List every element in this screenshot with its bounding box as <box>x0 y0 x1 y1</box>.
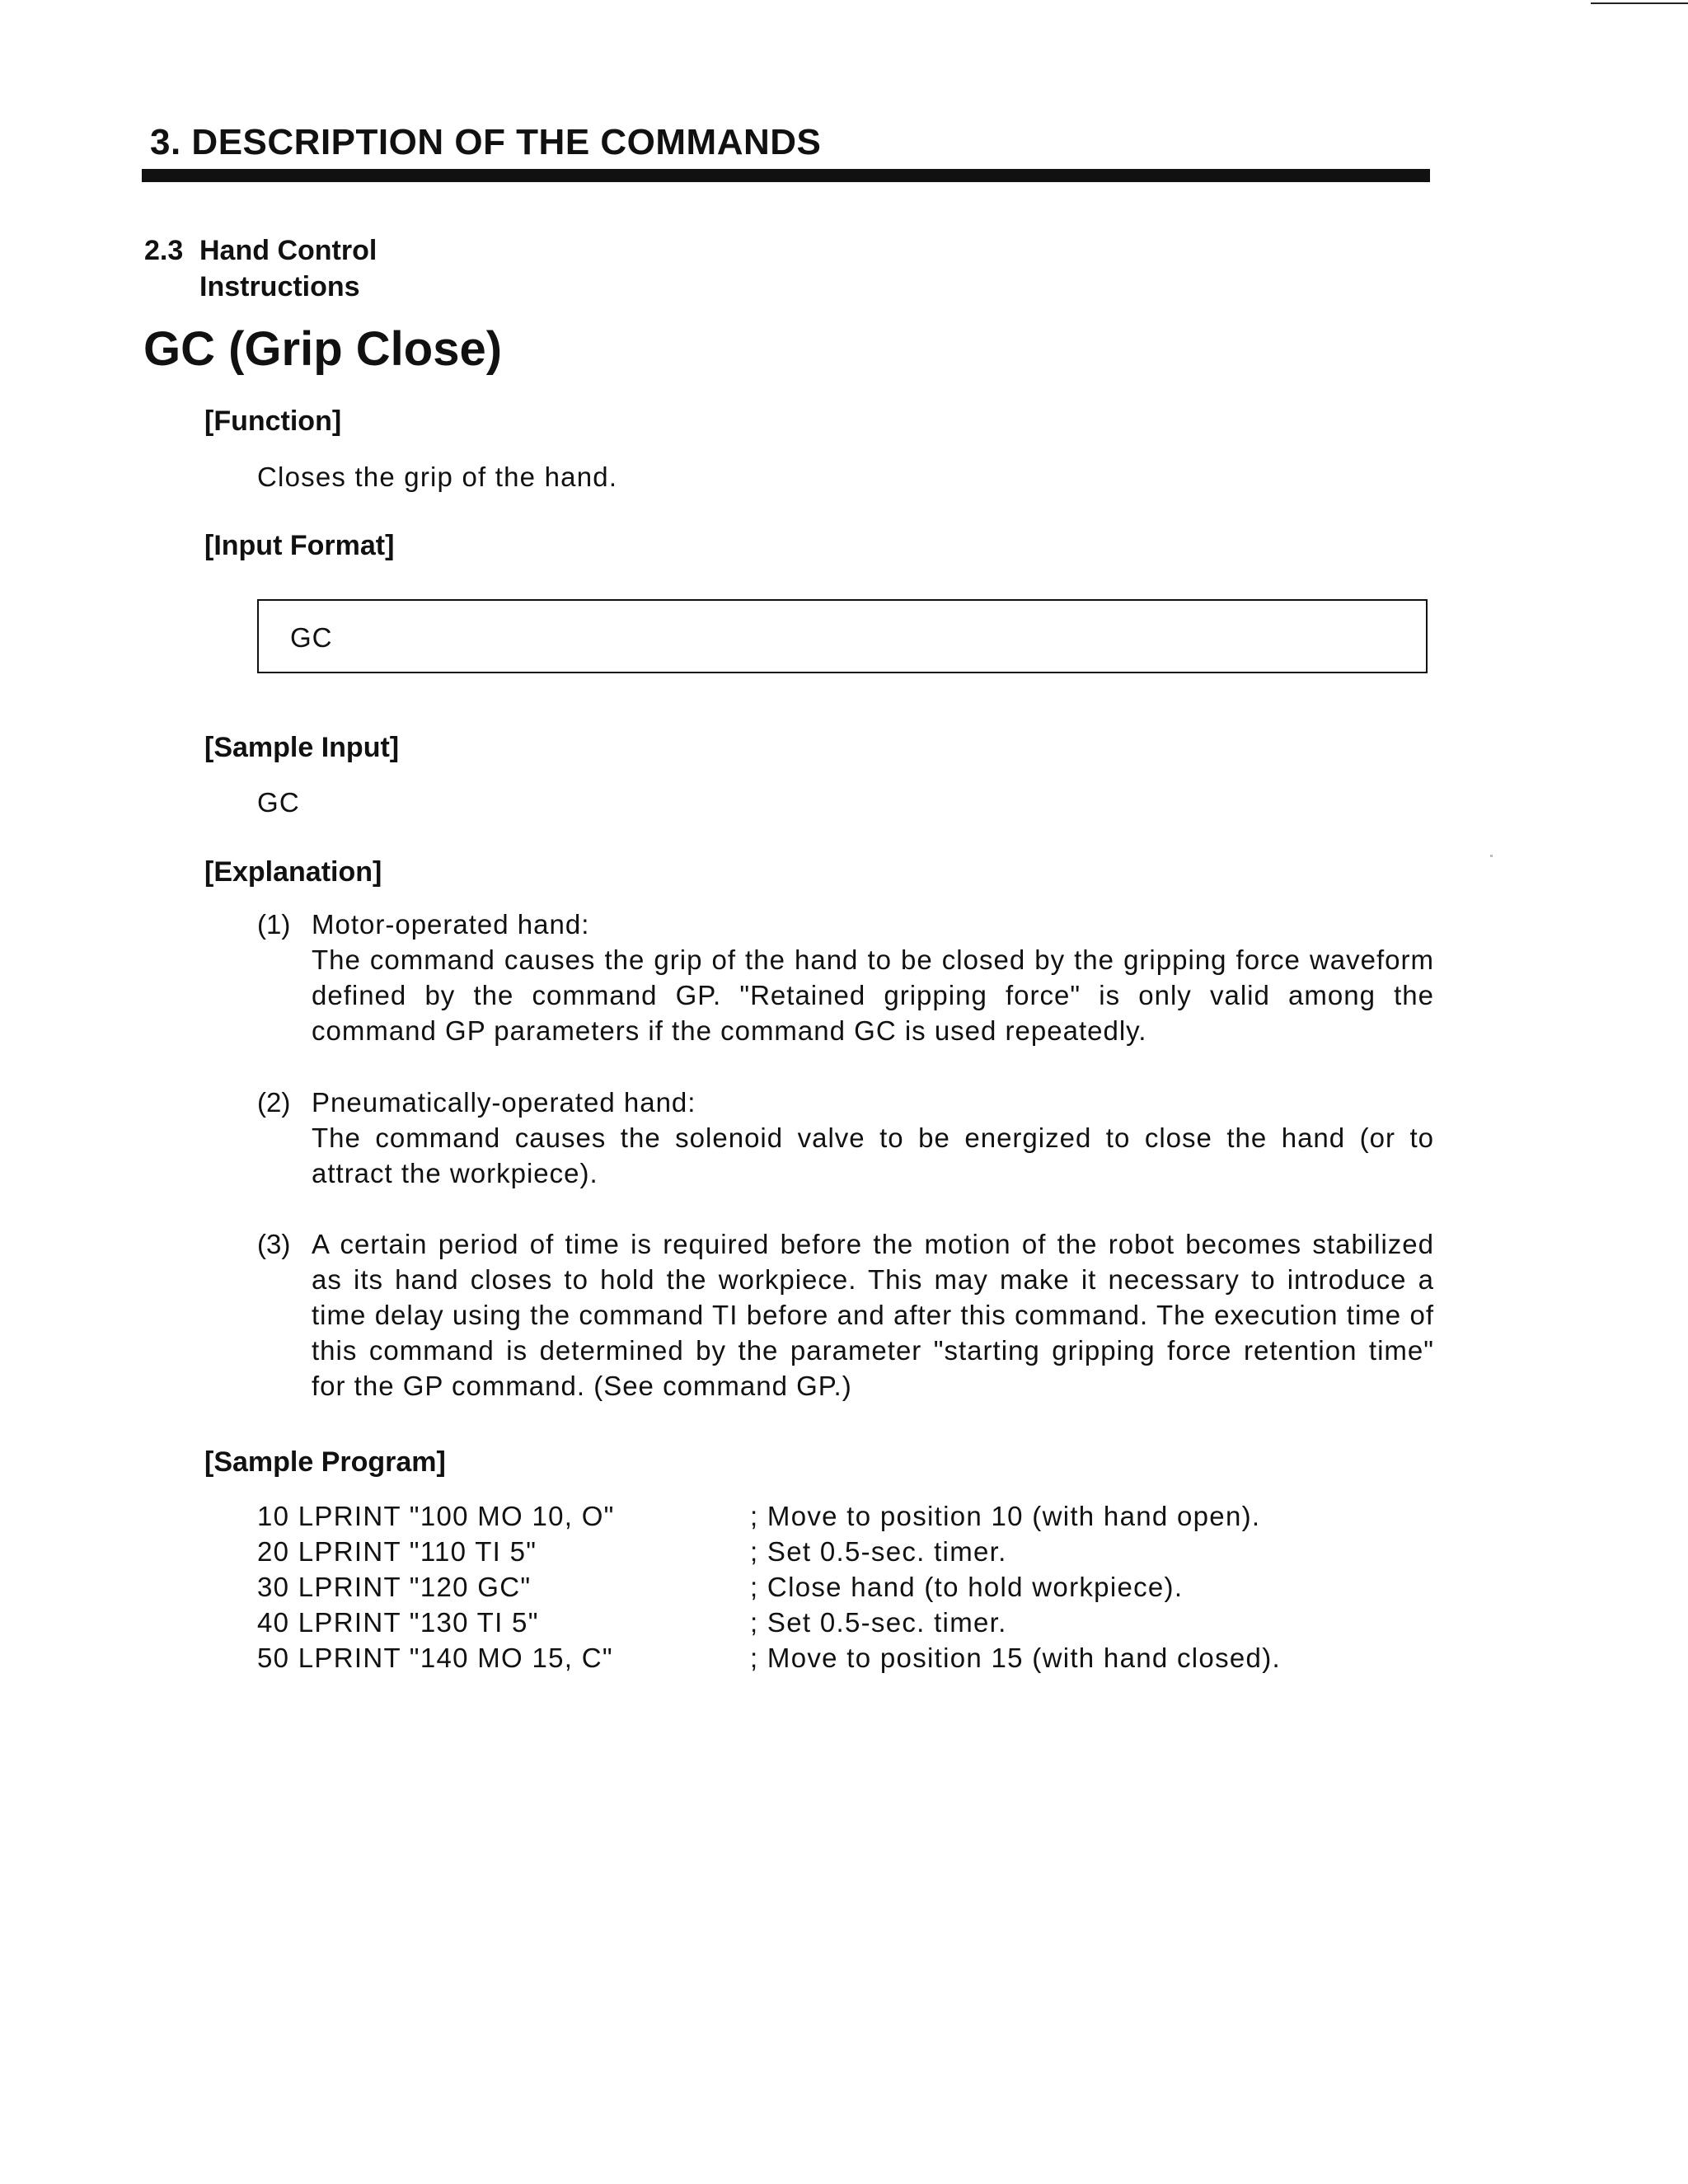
section-number: 2.3 <box>144 235 184 266</box>
input-format-heading: [Input Format] <box>204 530 395 561</box>
program-comment: ; Close hand (to hold workpiece). <box>750 1572 1184 1602</box>
item-number: (2) <box>257 1087 291 1118</box>
program-code: 30 LPRINT "120 GC" <box>257 1572 532 1602</box>
sample-input-text: GC <box>257 787 300 818</box>
item-text: The command causes the grip of the hand to be closed by the gripping force waveform defined by the command GP. "Retained gripping force" is only valid among the command GP parameters if the command GC is used repeatedly. <box>312 944 1434 1046</box>
program-code: 50 LPRINT "140 MO 15, C" <box>257 1643 613 1673</box>
program-comment: ; Set 0.5-sec. timer. <box>750 1536 1007 1567</box>
chapter-divider-bar <box>142 169 1430 182</box>
section-title: Hand Control Instructions <box>199 235 377 302</box>
item-title: Pneumatically-operated hand: <box>312 1087 696 1118</box>
program-comment: ; Move to position 15 (with hand closed). <box>750 1643 1281 1673</box>
item-text: The command causes the solenoid valve to be energized to close the hand (or to attract the workpiece). <box>312 1122 1434 1188</box>
sample-program-heading: [Sample Program] <box>204 1446 446 1478</box>
program-comment: ; Set 0.5-sec. timer. <box>750 1607 1007 1638</box>
input-format-box <box>257 599 1428 673</box>
input-format-text: GC <box>290 622 333 653</box>
explanation-heading: [Explanation] <box>204 856 382 888</box>
item-body <box>312 1226 1434 1404</box>
program-code: 20 LPRINT "110 TI 5" <box>257 1536 537 1567</box>
item-body <box>312 907 1434 1048</box>
item-body <box>312 1085 1434 1191</box>
function-text: Closes the grip of the hand. <box>257 462 618 492</box>
item-title: Motor-operated hand: <box>312 909 590 940</box>
sample-input-heading: [Sample Input] <box>204 732 400 763</box>
chapter-title: 3. DESCRIPTION OF THE COMMANDS <box>150 122 822 162</box>
top-edge-rule <box>1591 2 1688 4</box>
item-text: A certain period of time is required before the motion of the robot becomes stabilized as its hand closes to hold the workpiece. This may make it necessary to introduce a time delay using the command TI before and after this command. The execution time of this command is determined by the parameter "starting gripping force retention time" for the GP command. (See command GP.) <box>312 1229 1434 1401</box>
program-comment: ; Move to position 10 (with hand open). <box>750 1501 1261 1531</box>
program-code: 40 LPRINT "130 TI 5" <box>257 1607 539 1638</box>
scan-speck <box>1490 855 1493 857</box>
command-title: GC (Grip Close) <box>143 322 503 376</box>
program-code: 10 LPRINT "100 MO 10, O" <box>257 1501 615 1531</box>
item-number: (3) <box>257 1229 291 1259</box>
function-heading: [Function] <box>204 405 342 437</box>
item-number: (1) <box>257 909 291 940</box>
